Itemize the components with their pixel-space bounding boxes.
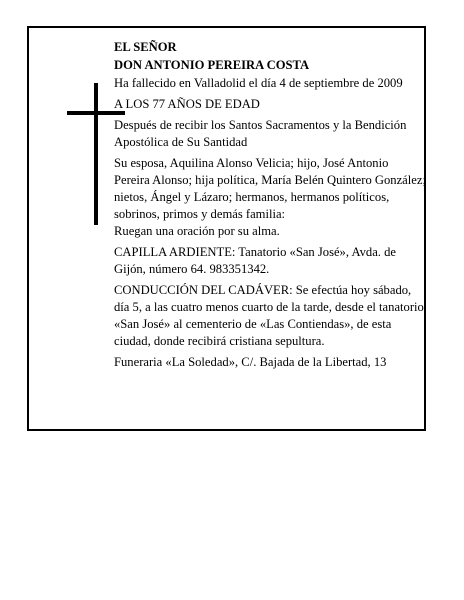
cross-vertical-bar [94, 83, 98, 225]
age-line: A LOS 77 AÑOS DE EDAD [114, 97, 260, 111]
notice-text [114, 39, 426, 371]
funeral-home: Funeraria «La Soledad», C/. Bajada de la Libertad, 13 [114, 355, 387, 369]
heading-title: EL SEÑOR [114, 40, 177, 54]
family-text: Su esposa, Aquilina Alonso Velicia; hijo, José Antonio Pereira Alonso; hija política, María Belén Quintero González; nietos, Ángel y Lázaro; hermanos, hermanos políticos, sobrinos, primos y demás familia: [114, 156, 426, 221]
chapel-info: CAPILLA ARDIENTE: Tanatorio «San José», Avda. de Gijón, número 64. 983351342. [114, 245, 396, 276]
death-info: Ha fallecido en Valladolid el día 4 de septiembre de 2009 [114, 76, 403, 90]
sacraments-text: Después de recibir los Santos Sacramentos y la Bendición Apostólica de Su Santidad [114, 118, 407, 149]
prayer-request: Ruegan una oración por su alma. [114, 224, 280, 238]
deceased-name: DON ANTONIO PEREIRA COSTA [114, 58, 310, 72]
procession-info: CONDUCCIÓN DEL CADÁVER: Se efectúa hoy sábado, día 5, a las cuatro menos cuarto de la tarde, desde el tanatorio «San José» al cementerio de «Las Contiendas», de esta ciudad, donde recibirá cristiana sepultura. [114, 283, 424, 348]
